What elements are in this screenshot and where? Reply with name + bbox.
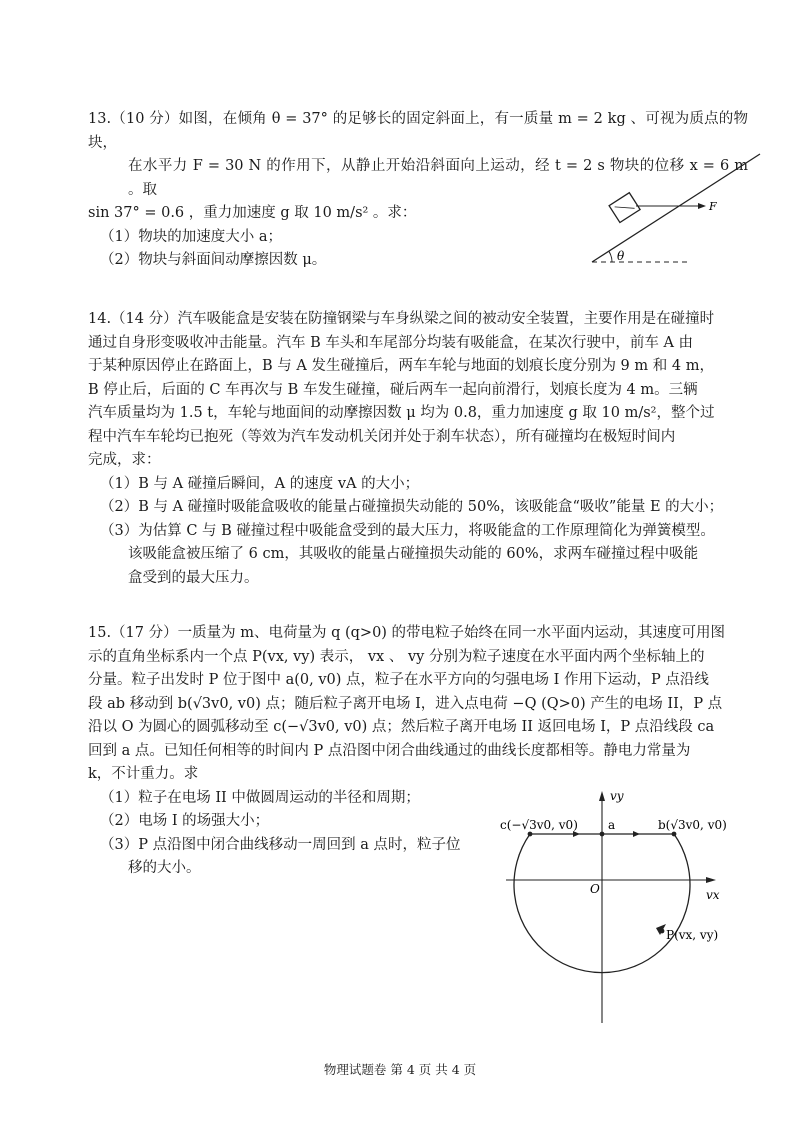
q15-sub-1: （1）粒子在电场 II 中做圆周运动的半径和周期； [100, 789, 420, 806]
q14-sub-2: （2）B 与 A 碰撞时吸能盒吸收的能量占碰撞损失动能的 50%，该吸能盒“吸收”能量 E 的大小； [100, 499, 724, 515]
block [609, 193, 640, 223]
q14-sub-3: （3）为估算 C 与 B 碰撞过程中吸能盒受到的最大压力，将吸能盒的工作原理简化为弹簧模型。 [100, 522, 715, 539]
q13-line-3: sin 37° = 0.6 ，重力加速度 g 取 10 m/s² 。求： [88, 205, 417, 221]
q14-line-3: 于某种原因停止在路面上，B 与 A 发生碰撞后，两车车轮与地面的划痕长度分别为 9 m 和 4 m， [88, 358, 714, 374]
force-arrowhead [698, 203, 706, 209]
q15-point-c-label: c(−√3v0, v0) [500, 818, 578, 832]
arc-direction-arrow [656, 924, 666, 935]
q15-point-p-label: P(vx, vy) [666, 928, 719, 942]
point-c [528, 832, 533, 837]
q15-line-5: 沿以 O 为圆心的圆弧移动至 c(−√3v0, v0) 点；然后粒子离开电场 II 返回电场 I，P 点沿线段 ca [88, 719, 715, 735]
q14-cont-1: 该吸能盒被压缩了 6 cm，其吸收的能量占碰撞损失动能的 60%，求两车碰撞过程中吸能 [128, 546, 699, 562]
q15-point-a-label: a [608, 818, 616, 832]
q13-sub-1: （1）物块的加速度大小 a； [100, 228, 282, 245]
q15-axis-vx-label: vx [706, 888, 720, 902]
q13-angle-label: θ [617, 249, 625, 263]
q13-sub-2: （2）物块与斜面间动摩擦因数 μ。 [100, 252, 327, 268]
q15-line-1: 15.（17 分）一质量为 m、电荷量为 q (q>0) 的带电粒子始终在同一水平面内运动，其速度可用图 [88, 625, 726, 641]
page-footer: 物理试题卷 第 4 页 共 4 页 [323, 1062, 477, 1077]
q14-line-5: 汽车质量均为 1.5 t，车轮与地面间的动摩擦因数 μ 均为 0.8，重力加速度 g 取 10 m/s²，整个过 [88, 405, 715, 421]
q15-line-2: 示的直角坐标系内一个点 P(vx, vy) 表示， vx 、 vy 分别为粒子速度在水平面内两个坐标轴上的 [88, 648, 705, 665]
q14-line-2: 通过自身形变吸收冲击能量。汽车 B 车头和车尾部分均装有吸能盒，在某次行驶中，前车 A 由 [88, 334, 694, 351]
q15-axis-vy-label: vy [610, 789, 624, 803]
q14-line-7: 完成，求： [88, 452, 161, 468]
q15-subquestions [88, 787, 488, 881]
q15-sub-2: （2）电场 I 的场强大小； [100, 813, 270, 829]
q14-line-4: B 停止后，后面的 C 车再次与 B 车发生碰撞，碰后两车一起向前滑行，划痕长度为 4 m。三辆 [88, 381, 698, 398]
q15-origin-label: O [590, 882, 600, 896]
q13-force-label: F [709, 200, 717, 213]
q15-velocity-figure [498, 785, 768, 1030]
angle-arc [609, 251, 612, 262]
point-a [600, 832, 605, 837]
q15-cont-1: 移的大小。 [128, 860, 201, 876]
segment-arrow-right [633, 831, 640, 837]
vy-arrowhead [599, 791, 605, 801]
q15-point-b-label: b(√3v0, v0) [658, 818, 727, 832]
point-b [672, 832, 677, 837]
q15-line-3: 分量。粒子出发时 P 位于图中 a(0, v0) 点，粒子在水平方向的匀强电场 I 作用下运动，P 点沿线 [88, 672, 709, 688]
q15-line-4: 段 ab 移动到 b(√3v0, v0) 点；随后粒子离开电场 I，进入点电荷 −Q (Q>0) 产生的电场 II，P 点 [88, 695, 723, 712]
q14-sub-1: （1）B 与 A 碰撞后瞬间，A 的速度 vA 的大小； [100, 475, 420, 492]
q15-sub-3: （3）P 点沿图中闭合曲线移动一周回到 a 点时，粒子位 [100, 836, 461, 853]
q13-incline-figure [580, 150, 770, 270]
vx-arrowhead [706, 877, 716, 883]
q13-line-2: 在水平力 F = 30 N 的作用下，从静止开始沿斜面向上运动，经 t = 2 s 物块的位移 x = 6 m 。取 [128, 158, 748, 198]
q14-line-6: 程中汽车车轮均已抱死（等效为汽车发动机关闭并处于刹车状态），所有碰撞均在极短时间内 [88, 428, 676, 445]
q14-line-1: 14.（14 分）汽车吸能盒是安装在防撞钢梁与车身纵梁之间的被动安全装置，主要作用是在碰撞时 [88, 311, 715, 327]
q13-line-1: 13.（10 分）如图，在倾角 θ = 37° 的足够长的固定斜面上，有一质量 m = 2 kg 、可视为质点的物块， [88, 111, 748, 151]
q15-line-7: k，不计重力。求 [88, 766, 199, 782]
q14-cont-2: 盒受到的最大压力。 [128, 569, 259, 586]
q15-line-6: 回到 a 点。已知任何相等的时间内 P 点沿图中闭合曲线通过的曲线长度都相等。静电力常量为 [88, 742, 691, 759]
question-14 [88, 308, 748, 590]
